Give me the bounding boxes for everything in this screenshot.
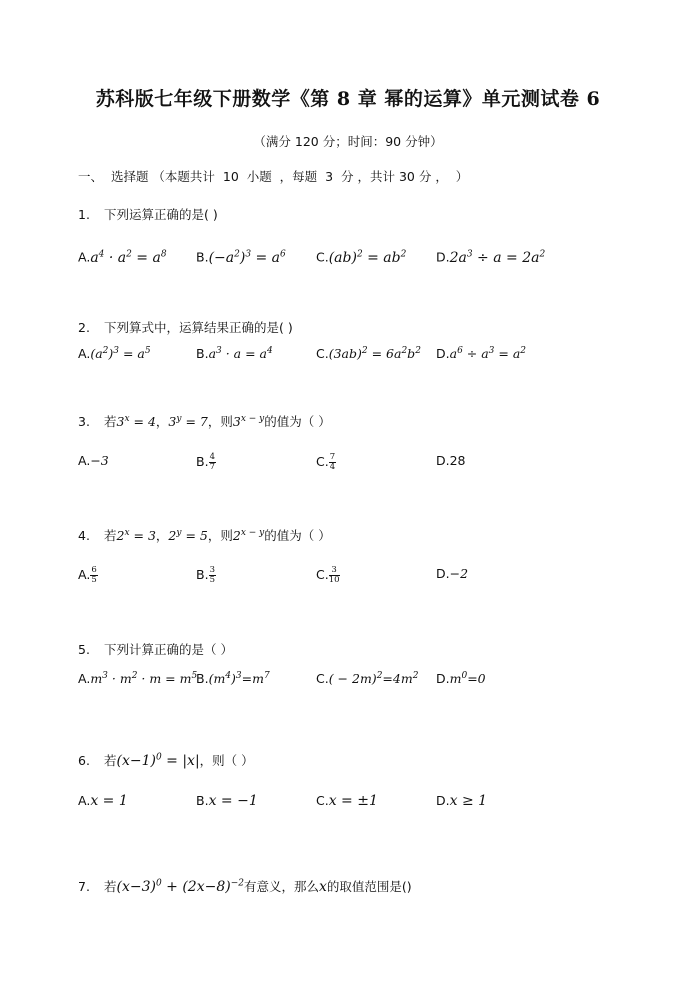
question-6-options [78,793,638,819]
option-a: $A.(a^2)^3 = a^5$ [78,346,151,362]
option-b: B.x = −1 [196,793,258,809]
question-number: 2. [78,320,90,335]
option-d: D.28 [436,453,466,468]
option-c: C. $\frac{7}{4}$ [316,452,336,472]
question-number: 1. [78,207,90,222]
question-number: 5. [78,642,90,657]
question-4-options [78,566,638,592]
option-a: $A.m^3 \cdot m^2 \cdot m = m^5$ [78,671,198,687]
page-subtitle: （满分 120 分；时间：90 分钟） [253,134,443,149]
question-3-options [78,453,638,479]
option-b: B. $\frac{3}{5}$ [196,565,215,585]
option-a: A. $\frac{6}{5}$ [78,565,97,585]
option-a: A.x = 1 [78,793,128,809]
question-text: 下列计算正确的是（ ） [103,642,233,657]
question-number: 7. [78,879,90,894]
question-text: 下列运算正确的是( ) [103,207,218,222]
option-b: $B.a^3 \cdot a = a^4$ [196,346,273,362]
question-3: 3. 若$3^x = 4$，$3^y = 7$，则$3^{x - y}$的值为（ ） [78,413,331,429]
question-number: 6. [78,753,90,768]
option-b: $B.(m^4)^3=m^7$ [196,671,270,687]
option-b: B. $\frac{4}{7}$ [196,452,215,472]
question-1 [78,205,218,223]
question-7: 7. 若$(x-3)^0 + (2x-8)^{-2}$有意义，那么x的取值范围是() [78,878,412,895]
option-d: D.−2 [436,566,469,581]
option-c: $C.( - 2m)^2=4m^2$ [316,671,419,687]
question-5 [78,640,233,658]
question-1-options [78,249,638,275]
option-c: C.x = ±1 [316,793,378,809]
question-text: 下列算式中，运算结果正确的是( ) [103,320,293,335]
option-d: $D.2a^3 \div a = 2a^2$ [436,249,546,266]
question-6: 6. 若$(x-1)^0 = |x|$，则（ ） [78,752,254,769]
question-number: 3. [78,414,90,429]
option-d: D.x ≥ 1 [436,793,488,809]
question-number: 4. [78,528,90,543]
option-a: A.−3 [78,453,109,468]
question-4: 4. 若$2^x = 3$，$2^y = 5$，则$2^{x - y}$的值为（ ） [78,527,331,543]
option-c: $C.(ab)^2 = ab^2$ [316,249,407,266]
section-heading: 一、 选择题 （本题共计 10 小题 ，每题 3 分 ，共计 30 分 ， ） [78,169,469,184]
page-title: 苏科版七年级下册数学《第 8 章 幂的运算》单元测试卷 6 [95,88,601,110]
option-d: $D.m^0=0$ [436,671,486,687]
option-c: $C.(3ab)^2 = 6a^2b^2$ [316,346,421,362]
question-5-options [78,671,638,697]
option-b: $B.(-a^2)^3 = a^6$ [196,249,286,266]
question-2 [78,318,293,336]
option-d: $D.a^6 \div a^3 = a^2$ [436,346,527,362]
option-a: $A.a^4 \cdot a^2 = a^8$ [78,249,167,266]
option-c: C. $\frac{3}{10}$ [316,565,340,585]
question-2-options [78,346,638,372]
